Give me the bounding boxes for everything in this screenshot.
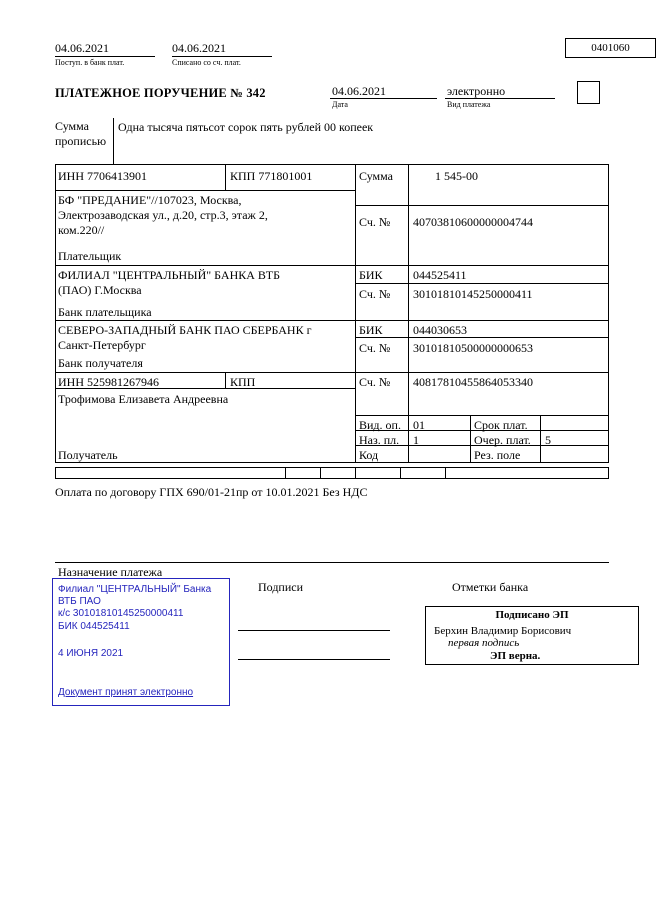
grid-line [608,164,609,462]
grid-line [225,372,226,388]
document-date: 04.06.2021 [332,84,386,98]
status-code-box [577,81,600,104]
form-code: 0401060 [591,42,630,54]
grid-line [55,190,355,191]
payee-inn: ИНН 525981267946 [58,375,159,389]
received-date-label: Поступ. в банк плат. [55,58,125,67]
payee-bank-name: СЕВЕРО-ЗАПАДНЫЙ БАНК ПАО СБЕРБАНК г Санкт-Петербург [58,323,312,352]
purpose-code-value: 1 [413,433,419,447]
stamp-corr-account: к/с 30101810145250000411 [58,608,184,620]
op-type-value: 01 [413,418,425,432]
grid-line [355,467,356,479]
payee-account-label: Сч. № [359,375,391,389]
payer-account: 40703810600000004744 [413,215,533,229]
grid-line [55,265,609,266]
term-label: Срок плат. [474,418,528,432]
payee-name: Трофимова Елизавета Андреевна [58,392,229,406]
grid-line [355,337,608,338]
underline [55,56,155,57]
payee-section-label: Получатель [58,448,118,462]
amount-words-label: Сумма прописью [55,119,107,148]
signature-line [238,630,390,631]
grid-line [55,164,56,462]
document-date-label: Дата [332,100,348,109]
op-type-label: Вид. оп. [359,418,401,432]
priority-value: 5 [545,433,551,447]
code-label: Код [359,448,379,462]
underline [445,98,555,99]
stamp-status: Документ принят электронно [58,686,194,698]
priority-label: Очер. плат. [474,433,531,447]
amount-label: Сумма [359,169,393,183]
payer-inn: ИНН 7706413901 [58,169,147,183]
payee-bank-bik: 044030653 [413,323,467,337]
payee-account: 40817810455864053340 [413,375,533,389]
reserve-field-label: Рез. поле [474,448,521,462]
grid-line [400,467,401,479]
signature-line [238,659,390,660]
payer-bank-bik: 044525411 [413,268,467,282]
grid-line [55,164,609,165]
grid-line [55,372,609,373]
grid-line [445,467,446,479]
payee-bank-account: 30101810500000000653 [413,341,533,355]
document-title: ПЛАТЕЖНОЕ ПОРУЧЕНИЕ № 342 [55,86,266,100]
payment-purpose-label: Назначение платежа [58,565,163,579]
payer-bank-section-label: Банк плательщика [58,305,152,319]
payer-bank-account-label: Сч. № [359,287,391,301]
grid-line [355,415,608,416]
debited-date-label: Списано со сч. плат. [172,58,241,67]
grid-line [285,467,286,479]
grid-line [225,164,226,190]
stamp-bank-name: Филиал "ЦЕНТРАЛЬНЫЙ" Банка ВТБ ПАО [58,584,212,608]
amount-words-value: Одна тысяча пятьсот сорок пять рублей 00 копеек [118,120,374,134]
ep-signer-name: Берхин Владимир Борисович [434,624,572,637]
grid-line [320,467,321,479]
debited-date: 04.06.2021 [172,41,226,55]
purpose-code-label: Наз. пл. [359,433,400,447]
grid-line [55,478,609,479]
ep-validity: ЭП верна. [490,649,541,662]
grid-line [470,415,471,462]
ep-title: Подписано ЭП [495,609,569,621]
grid-line [540,415,541,462]
payer-bank-bik-label: БИК [359,268,383,282]
stamp-date: 4 ИЮНЯ 2021 [58,647,124,659]
payment-type-label: Вид платежа [447,100,491,109]
payee-kpp-label: КПП [230,375,256,389]
underline [172,56,272,57]
payer-bank-name: ФИЛИАЛ "ЦЕНТРАЛЬНЫЙ" БАНКА ВТБ (ПАО) Г.Москва [58,268,280,297]
payee-bank-account-label: Сч. № [359,341,391,355]
payer-account-label: Сч. № [359,215,391,229]
electronic-signature-box [425,606,639,665]
grid-line [355,283,608,284]
amount-value: 1 545-00 [435,169,478,183]
underline [330,98,437,99]
ep-signer-role: первая подпись [448,637,520,650]
grid-line [55,320,609,321]
payee-bank-bik-label: БИК [359,323,383,337]
grid-line [55,462,609,463]
received-date: 04.06.2021 [55,41,109,55]
payer-section-label: Плательщик [58,249,122,263]
grid-line [355,164,356,462]
bank-acceptance-stamp [52,578,230,706]
payment-purpose-text: Оплата по договору ГПХ 690/01-21пр от 10.01.2021 Без НДС [55,485,368,499]
payer-name: БФ "ПРЕДАНИЕ"//107023, Москва, Электрозаводская ул., д.20, стр.3, этаж 2, ком.220// [58,193,268,237]
grid-line [55,467,609,468]
grid-line [55,467,56,479]
grid-line [113,118,114,165]
bank-marks-label: Отметки банка [452,580,529,594]
signatures-label: Подписи [258,580,304,594]
payer-bank-account: 30101810145250000411 [413,287,533,301]
stamp-bik: БИК 044525411 [58,620,130,632]
payer-kpp: КПП 771801001 [230,169,313,183]
grid-line [355,205,608,206]
form-code-box [565,38,656,58]
payee-bank-section-label: Банк получателя [58,356,143,370]
grid-line [608,467,609,479]
payment-type: электронно [447,84,506,98]
grid-line [55,562,609,563]
grid-line [408,164,409,462]
